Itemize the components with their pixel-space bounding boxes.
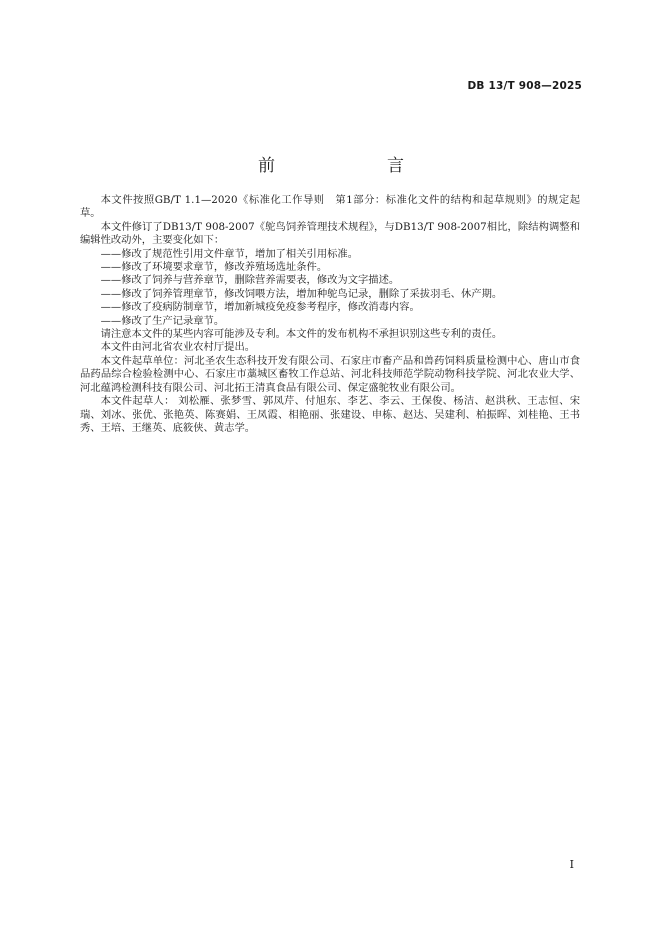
standard-code: DB 13/T 908—2025 (467, 80, 582, 92)
change-item-feeding-management: ——修改了饲养管理章节，修改饲喂方法，增加种鸵鸟记录，删除了采拔羽毛、休产期。 (100, 287, 503, 300)
page-number: I (569, 858, 574, 871)
change-item-environment: ——修改了环境要求章节，修改养殖场选址条件。 (100, 261, 328, 274)
change-item-normative-references: ——修改了规范性引用文件章节，增加了相关引用标准。 (100, 247, 359, 260)
change-item-production-records: ——修改了生产记录章节。 (100, 314, 225, 327)
paragraph-drafting-units: 本文件起草单位：河北圣农生态科技开发有限公司、石家庄市畜产品和兽药饲料质量检测中心、唐山市食品药品综合检验检测中心、石家庄市藁城区畜牧工作总站、河北科技师范学院动物科技学院、河北农业大学、河北蕴鸿检测科技有限公司、河北拓王清真食品有限公司、保定盛鸵牧业有限公司。 (80, 354, 580, 394)
paragraph-revision: 本文件修订了DB13/T 908-2007《鸵鸟饲养管理技术规程》，与DB13/T 908-2007相比，除结构调整和编辑性改动外，主要变化如下： (80, 220, 580, 247)
change-item-feeding-nutrition: ——修改了饲养与营养章节，删除营养需要表，修改为文字描述。 (100, 274, 400, 287)
foreword-body (80, 194, 580, 435)
paragraph-drafting-rule: 本文件按照GB/T 1.1—2020《标准化工作导则 第1部分：标准化文件的结构和起草规则》的规定起草。 (80, 194, 580, 220)
paragraph-drafters: 本文件起草人： 刘松雁、张梦雪、郭凤芹、付旭东、李艺、李云、王保俊、杨洁、赵洪秋、王志恒、宋瑞、刘冰、张优、张艳英、陈赛娟、王凤霞、相艳丽、张建设、申栋、赵达、吴建利、柏振晖、刘桂艳、王书秀、王培、王继英、底筱侠、黄志学。 (80, 395, 580, 434)
change-item-disease-control: ——修改了疫病防制章节，增加新城疫免疫参考程序，修改消毒内容。 (100, 301, 420, 314)
paragraph-patent-notice: 请注意本文件的某些内容可能涉及专利。本文件的发布机构不承担识别这些专利的责任。 (100, 328, 503, 341)
page-title: 前 言 (258, 156, 430, 176)
paragraph-proposer: 本文件由河北省农业农村厅提出。 (100, 341, 256, 354)
